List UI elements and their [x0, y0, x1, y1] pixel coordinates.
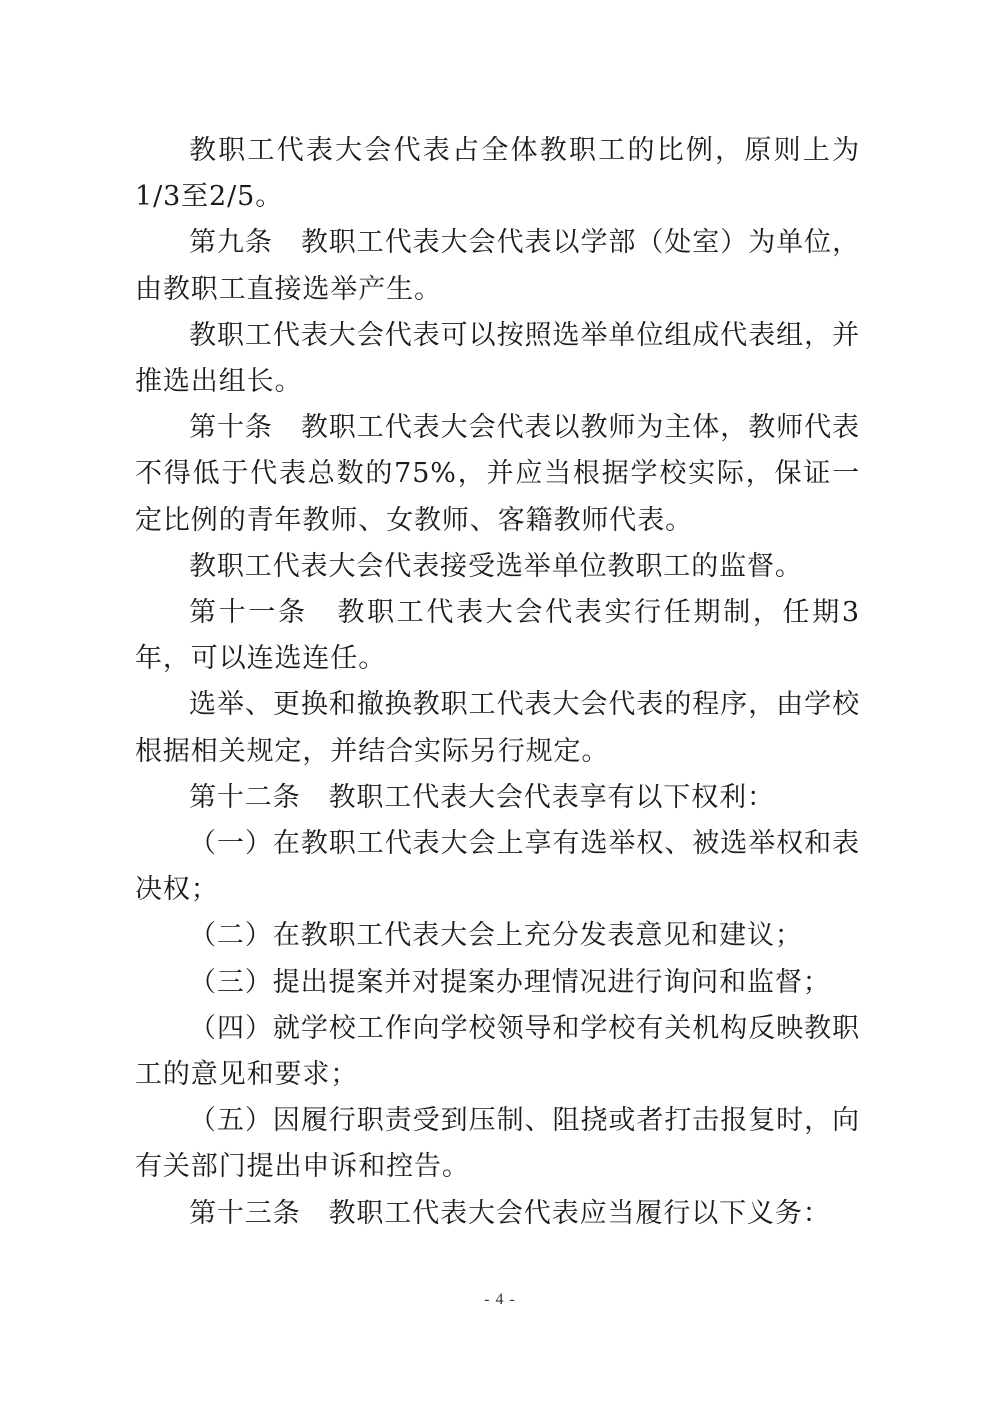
paragraph-right-2: （二）在教职工代表大会上充分发表意见和建议；	[189, 920, 803, 952]
paragraph-article-12: 第十二条 教职工代表大会代表享有以下权利：	[189, 781, 775, 813]
paragraph-article-10: 第十条 教职工代表大会代表以教师为主体，教师代表不得低于代表总数的75%，并应当根据学校实际，保证一定比例的青年教师、女教师、客籍教师代表。	[135, 412, 860, 536]
paragraph-ratio: 教职工代表大会代表占全体教职工的比例，原则上为1/3至2/5。	[135, 135, 860, 213]
paragraph-supervision: 教职工代表大会代表接受选举单位教职工的监督。	[189, 550, 803, 582]
paragraph-right-4: （四）就学校工作向学校领导和学校有关机构反映教职工的意见和要求；	[135, 1012, 860, 1091]
paragraph-article-13: 第十三条 教职工代表大会代表应当履行以下义务：	[189, 1197, 831, 1229]
paragraph-representative-groups: 教职工代表大会代表可以按照选举单位组成代表组，并推选出组长。	[135, 319, 860, 398]
paragraph-right-1: （一）在教职工代表大会上享有选举权、被选举权和表决权；	[135, 828, 860, 906]
paragraph-right-5: （五）因履行职责受到压制、阻挠或者打击报复时，向有关部门提出申诉和控告。	[135, 1105, 860, 1183]
page-number: - 4 -	[484, 1291, 516, 1308]
paragraph-article-9: 第九条 教职工代表大会代表以学部（处室）为单位，由教职工直接选举产生。	[135, 227, 860, 305]
paragraph-article-11: 第十一条 教职工代表大会代表实行任期制，任期3年，可以连选连任。	[135, 597, 860, 675]
paragraph-right-3: （三）提出提案并对提案办理情况进行询问和监督；	[189, 966, 831, 998]
document-body	[135, 128, 860, 1237]
paragraph-election-procedure: 选举、更换和撤换教职工代表大会代表的程序，由学校根据相关规定，并结合实际另行规定。	[135, 689, 860, 767]
